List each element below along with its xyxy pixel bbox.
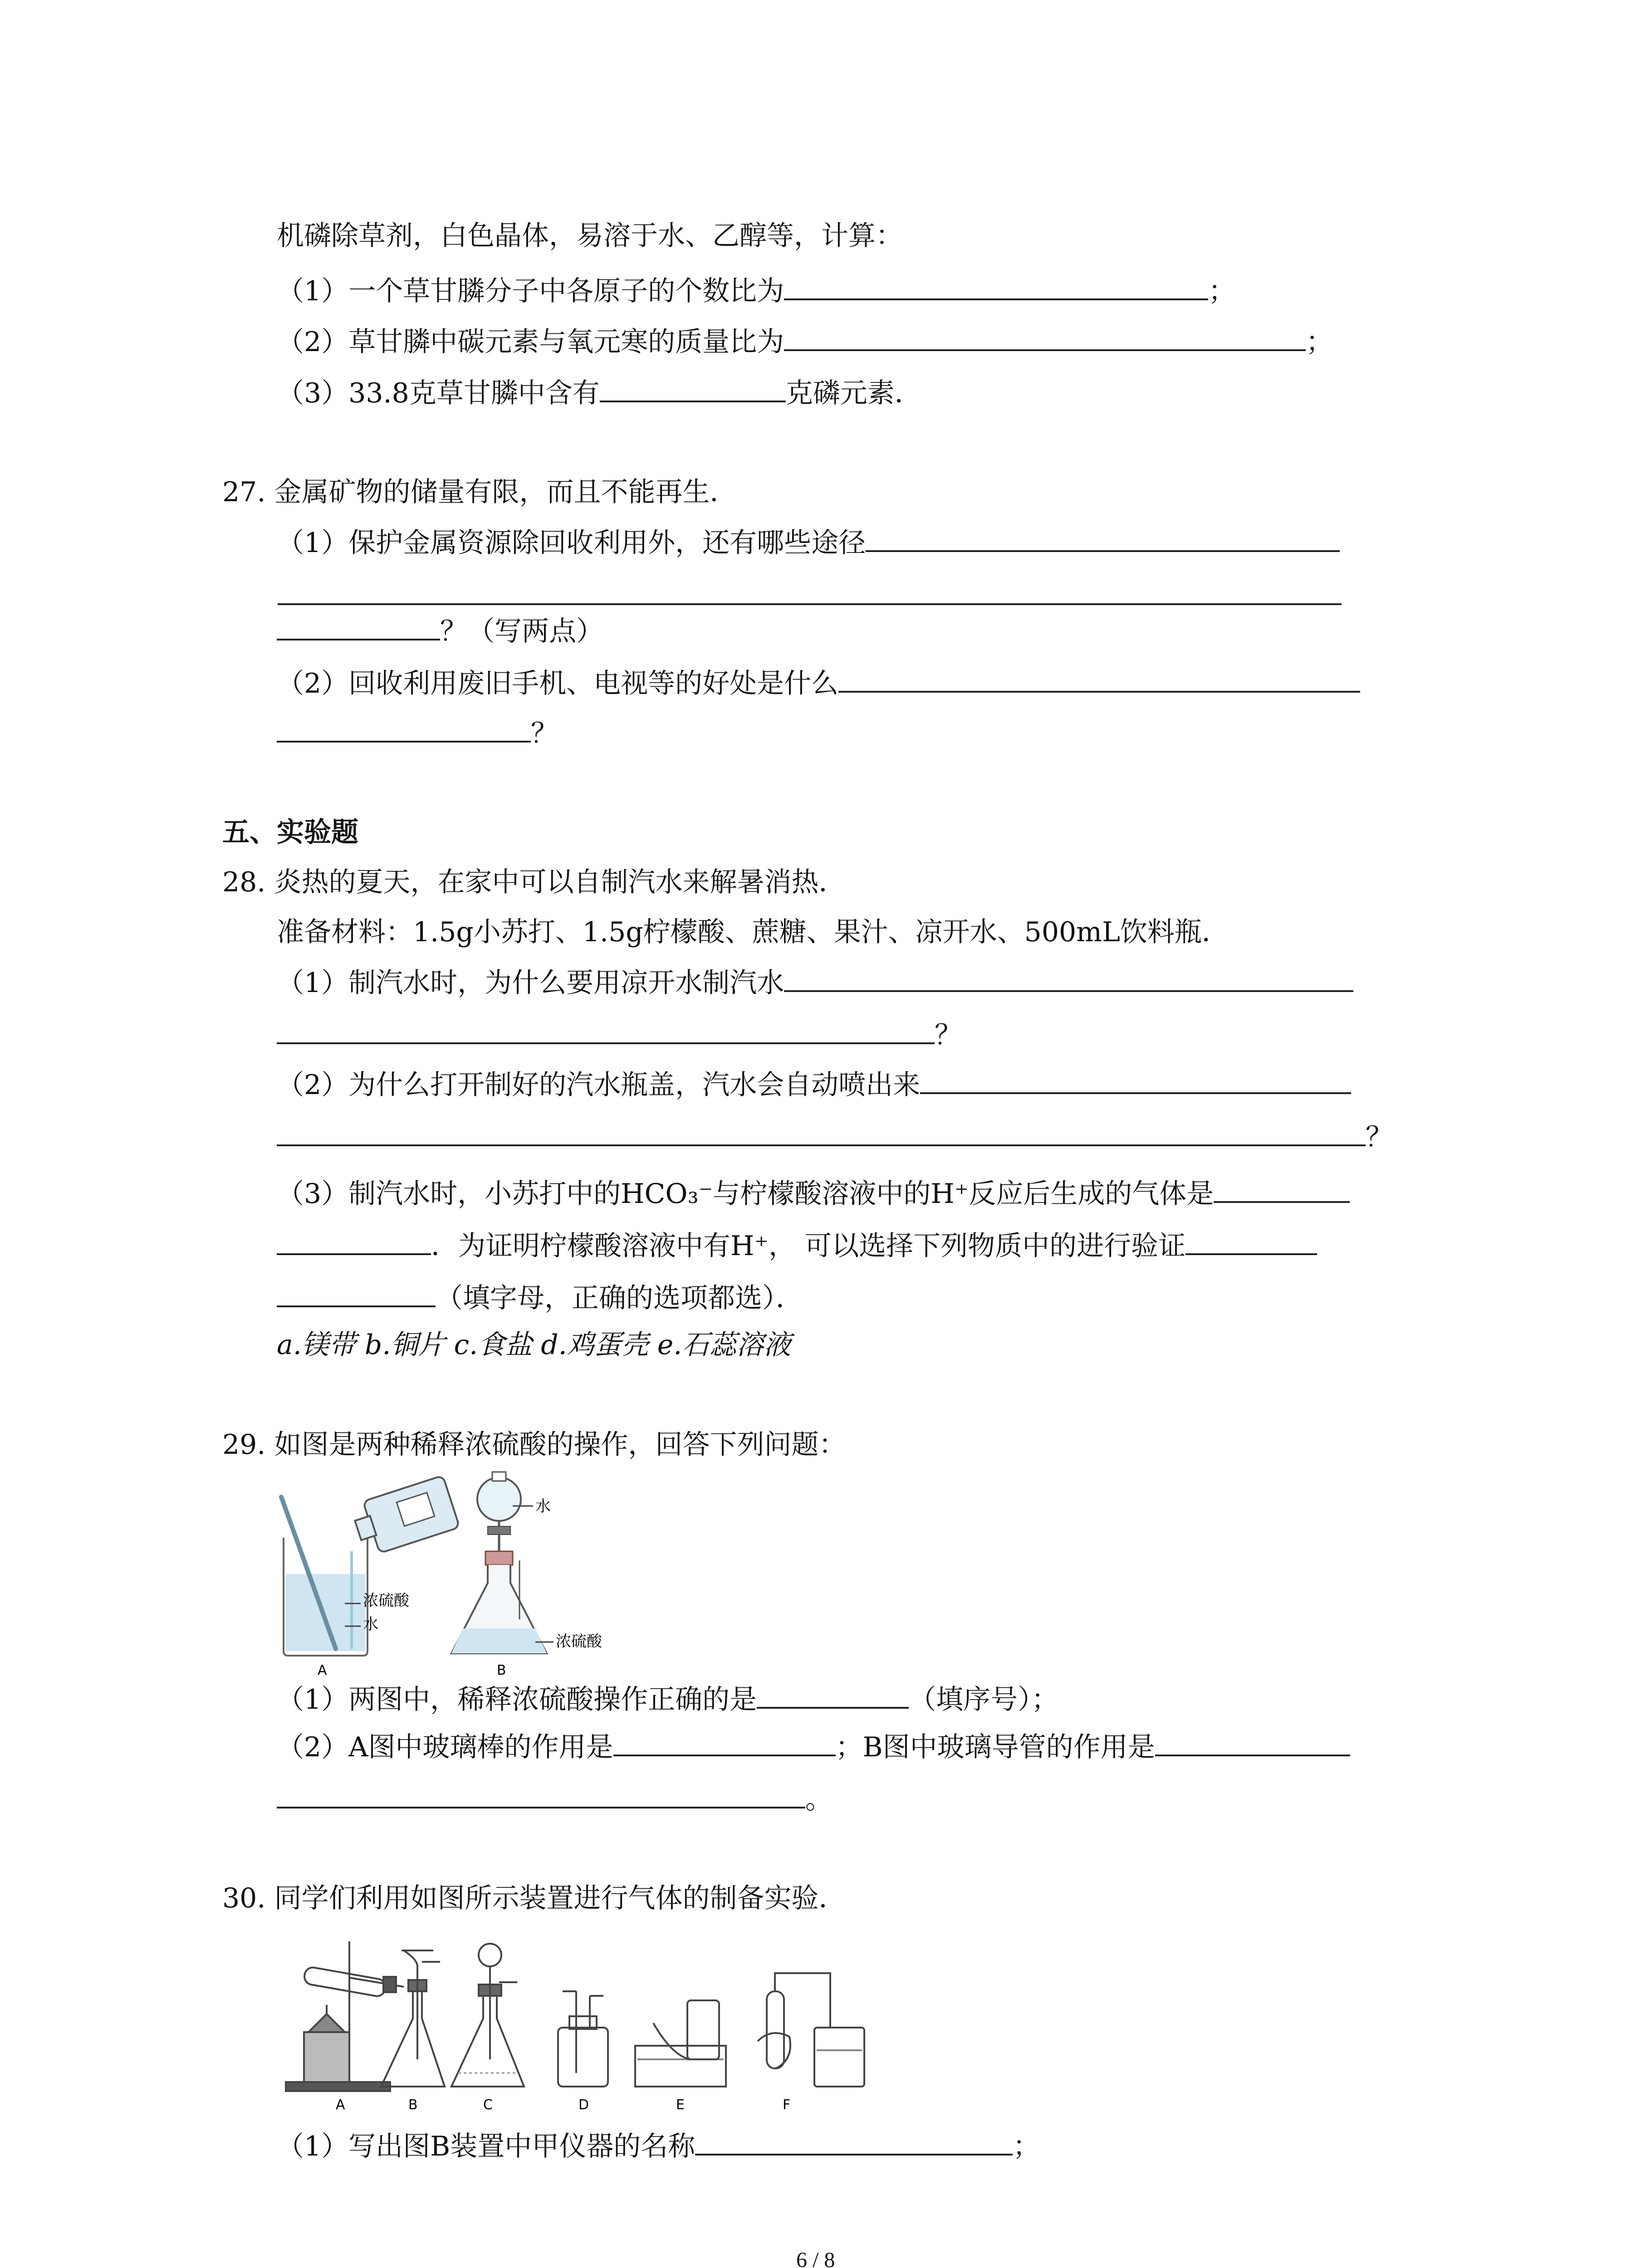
label-acid-a: 浓硫酸 xyxy=(363,1592,409,1610)
q28-materials: 准备材料：1.5g小苏打、1.5g柠檬酸、蔗糖、果汁、凉开水、500mL饮料瓶． xyxy=(277,916,1229,948)
q28-part3-choice-blank-2[interactable] xyxy=(277,1279,436,1307)
q28-part1-tail xyxy=(277,1016,962,1053)
q28-stem: 28. 炎热的夏天，在家中可以自制汽水来解暑消热． xyxy=(222,866,846,898)
q28-part3-text-3: （填字母，正确的选项都选）． xyxy=(436,1282,803,1314)
q29-part2 xyxy=(277,1728,1350,1765)
q27-part1-answer-blank-2[interactable] xyxy=(278,603,1342,605)
q26-part3-unit: 克磷元素． xyxy=(785,377,922,409)
label-apparatus-d: D xyxy=(578,2097,589,2113)
q29-part2-tube-blank-2[interactable] xyxy=(277,1780,805,1809)
q29-part2-rod-blank[interactable] xyxy=(613,1728,836,1756)
q27-stem: 27. 金属矿物的储量有限，而且不能再生． xyxy=(222,476,737,508)
apparatus-d xyxy=(558,1991,608,2087)
beaker-a xyxy=(284,1538,367,1656)
q29-part2-text: （2）A图中玻璃棒的作用是 xyxy=(277,1731,613,1763)
apparatus-e xyxy=(635,2000,726,2087)
q29-part2-text-2: ；B图中玻璃导管的作用是 xyxy=(835,1731,1155,1763)
label-apparatus-e: E xyxy=(676,2097,685,2113)
q26-part3-answer-blank[interactable] xyxy=(600,374,786,402)
q28-part1-end: ？ xyxy=(935,1019,962,1051)
label-apparatus-a: A xyxy=(336,2097,345,2113)
q26-part3-text: （3）33.8克草甘膦中含有 xyxy=(277,377,600,409)
q26-part1 xyxy=(277,272,1235,309)
q29-stem: 29. 如图是两种稀释浓硫酸的操作，回答下列问题： xyxy=(222,1429,846,1461)
dilution-diagram xyxy=(272,1470,930,1678)
q28-part3-text: （3）制汽水时，小苏打中的HCO₃⁻与柠檬酸溶液中的H⁺反应后生成的气体是 xyxy=(277,1178,1214,1210)
q28-part3-choice-blank-1[interactable] xyxy=(1185,1227,1317,1255)
q28-options: a.镁带 b.铜片 c.食盐 d.鸡蛋壳 e.石蕊溶液 xyxy=(277,1329,791,1361)
apparatus-c xyxy=(451,1944,524,2087)
q26-part2-text: （2）草甘膦中碳元素与氧元寒的质量比为 xyxy=(277,326,784,358)
q30-part1-end: ； xyxy=(1013,2131,1040,2162)
q29-part2-tube-blank-1[interactable] xyxy=(1155,1728,1350,1756)
q28-part3-text-2: ．为证明柠檬酸溶液中有H⁺， 可以选择下列物质中的进行验证 xyxy=(431,1230,1186,1262)
q27-part1-text: （1）保护金属资源除回收利用外，还有哪些途径 xyxy=(277,527,866,559)
q27-part2-text: （2）回收利用废旧手机、电视等的好处是什么 xyxy=(277,668,839,699)
label-water-b: 水 xyxy=(535,1497,551,1515)
q26-part1-end: ； xyxy=(1208,275,1236,307)
label-figure-b: B xyxy=(497,1662,506,1678)
q28-part1-answer-blank-1[interactable] xyxy=(784,964,1353,992)
label-apparatus-c: C xyxy=(483,2097,493,2113)
q27-part2-end: ？ xyxy=(531,718,558,749)
q27-part1-end: ？（写两点） xyxy=(440,616,603,647)
q29-part2-end: 。 xyxy=(805,1784,833,1815)
q26-part2 xyxy=(277,323,1333,360)
section-title: 五、实验题 xyxy=(222,816,358,848)
q27-part2-answer-blank-1[interactable] xyxy=(838,665,1360,693)
q28-part2-text: （2）为什么打开制好的汽水瓶盖，汽水会自动喷出来 xyxy=(277,1069,921,1101)
q27-part1-tail xyxy=(277,612,603,650)
q28-part3-line3 xyxy=(277,1279,803,1316)
q27-part2-answer-blank-2[interactable] xyxy=(277,714,531,743)
separatory-funnel xyxy=(477,1472,521,1551)
q29-part1 xyxy=(277,1681,1058,1718)
q27-part1-answer-blank-3[interactable] xyxy=(277,612,440,640)
q26-part3 xyxy=(277,374,922,411)
q29-part1-text: （1）两图中，稀释浓硫酸操作正确的是 xyxy=(277,1684,757,1716)
apparatus-b xyxy=(381,1950,445,2087)
q28-part1 xyxy=(277,964,1353,1001)
q29-part1-end: （填序号）； xyxy=(909,1684,1059,1716)
q29-part2-tail xyxy=(277,1780,833,1818)
q28-part3-gas-blank-1[interactable] xyxy=(1214,1175,1350,1203)
conical-flask xyxy=(451,1551,547,1653)
q30-part1-text: （1）写出图B装置中甲仪器的名称 xyxy=(277,2131,696,2162)
q28-part2-end: ？ xyxy=(1366,1121,1393,1153)
apparatus-a xyxy=(286,1941,404,2091)
q28-part2 xyxy=(277,1066,1351,1103)
gas-apparatus-diagram xyxy=(272,1923,953,2114)
q26-part1-answer-blank[interactable] xyxy=(784,272,1208,300)
page-number: 6 / 8 xyxy=(796,2248,835,2268)
q27-part1 xyxy=(277,524,1340,561)
q28-part2-answer-blank-1[interactable] xyxy=(920,1066,1351,1094)
q28-part3-line2 xyxy=(277,1227,1317,1264)
q26-part2-answer-blank[interactable] xyxy=(784,323,1306,351)
q28-part3-gas-blank-2[interactable] xyxy=(277,1227,431,1255)
q29-figure xyxy=(272,1470,930,1678)
q26-part1-text: （1）一个草甘膦分子中各原子的个数比为 xyxy=(277,275,784,307)
q27-part1-answer-blank-1[interactable] xyxy=(866,524,1340,552)
q30-part1 xyxy=(277,2127,1040,2165)
apparatus-f xyxy=(758,1973,864,2087)
q30-stem: 30. 同学们利用如图所示装置进行气体的制备实验． xyxy=(222,1882,846,1914)
q28-part2-answer-blank-2[interactable] xyxy=(277,1118,1366,1146)
label-water-a: 水 xyxy=(363,1615,378,1633)
label-apparatus-f: F xyxy=(783,2097,791,2113)
q28-part3 xyxy=(277,1175,1350,1212)
q28-part2-tail xyxy=(277,1118,1393,1155)
label-figure-a: A xyxy=(318,1662,327,1678)
q26-part2-end: ； xyxy=(1306,326,1333,358)
q30-figure xyxy=(272,1923,953,2114)
label-apparatus-b: B xyxy=(408,2097,418,2113)
acid-bottle xyxy=(350,1476,460,1558)
q30-part1-answer-blank[interactable] xyxy=(695,2127,1013,2156)
label-acid-b: 浓硫酸 xyxy=(556,1633,602,1651)
q28-part1-answer-blank-2[interactable] xyxy=(277,1016,935,1044)
q28-part1-text: （1）制汽水时，为什么要用凉开水制汽水 xyxy=(277,967,784,999)
q29-part1-answer-blank[interactable] xyxy=(757,1681,909,1709)
q27-part2 xyxy=(277,665,1360,702)
q26-intro: 机磷除草剂，白色晶体，易溶于水、乙醇等，计算： xyxy=(277,220,903,252)
q27-part2-tail xyxy=(277,714,558,752)
